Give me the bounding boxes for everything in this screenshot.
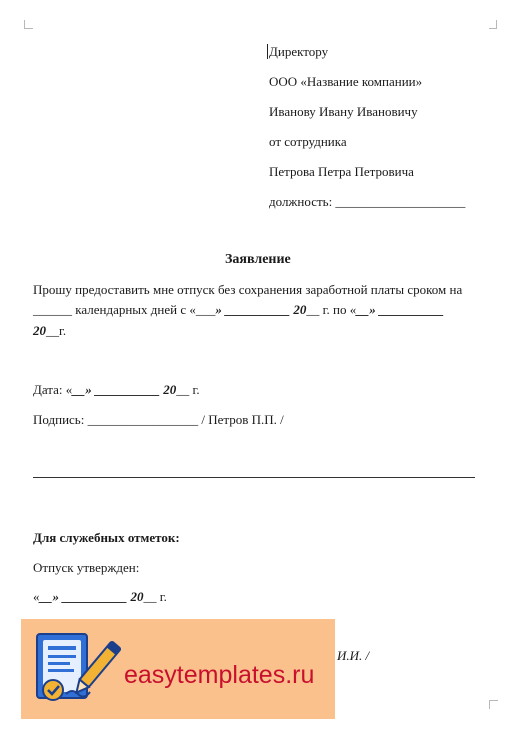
request-line-1: Прошу предоставить мне отпуск без сохранения заработной платы сроком на: [33, 282, 463, 297]
director-name: Иванову Ивану Ивановичу: [269, 104, 418, 119]
from-label: от сотрудника: [269, 134, 347, 149]
end-year-prefix: 20: [33, 323, 46, 338]
approval-date-line: [33, 589, 167, 605]
company-name: ООО «Название компании»: [269, 74, 423, 89]
approver-initials: И.И. /: [337, 648, 370, 663]
request-line-2: [33, 302, 444, 318]
date-line: [33, 382, 200, 398]
end-date-prefix: __ г. по «: [306, 302, 357, 317]
date-day-blank: __: [72, 382, 86, 397]
approval-day-blank: __: [39, 589, 53, 604]
position-field: должность: ____________________: [269, 194, 466, 209]
approved-label: Отпуск утвержден:: [33, 560, 140, 575]
days-and-start: ______ календарных дней с «___: [33, 302, 216, 317]
approval-date-open: «: [33, 589, 40, 604]
end-year-suffix: __г.: [46, 323, 67, 338]
addressee-title: Директору: [269, 44, 329, 59]
document-title: Заявление: [225, 252, 291, 267]
date-month-year: » __________ 20: [85, 382, 177, 397]
date-label: Дата: «: [33, 382, 73, 397]
start-date-blank: » __________ 20: [215, 302, 307, 317]
crop-mark-top-right: [489, 20, 497, 29]
crop-mark-bottom-right: [489, 700, 498, 709]
separator-line: [33, 477, 475, 478]
date-year-suffix: __ г.: [176, 382, 200, 397]
official-notes-heading: Для служебных отметок:: [33, 530, 180, 545]
crop-mark-top-left: [24, 20, 33, 29]
signature-line: Подпись: _________________ / Петров П.П. /: [33, 412, 284, 427]
request-line-3: [33, 323, 66, 339]
text-caret: [267, 44, 268, 59]
end-month-blank: » __________: [369, 302, 444, 317]
watermark-site-name[interactable]: easytemplates.ru: [124, 661, 315, 689]
document-pen-icon: [31, 628, 121, 718]
approval-year-suffix: __ г.: [143, 589, 167, 604]
employee-name: Петрова Петра Петровича: [269, 164, 414, 179]
end-day-blank: __: [356, 302, 370, 317]
approval-month-year: » __________ 20: [52, 589, 144, 604]
